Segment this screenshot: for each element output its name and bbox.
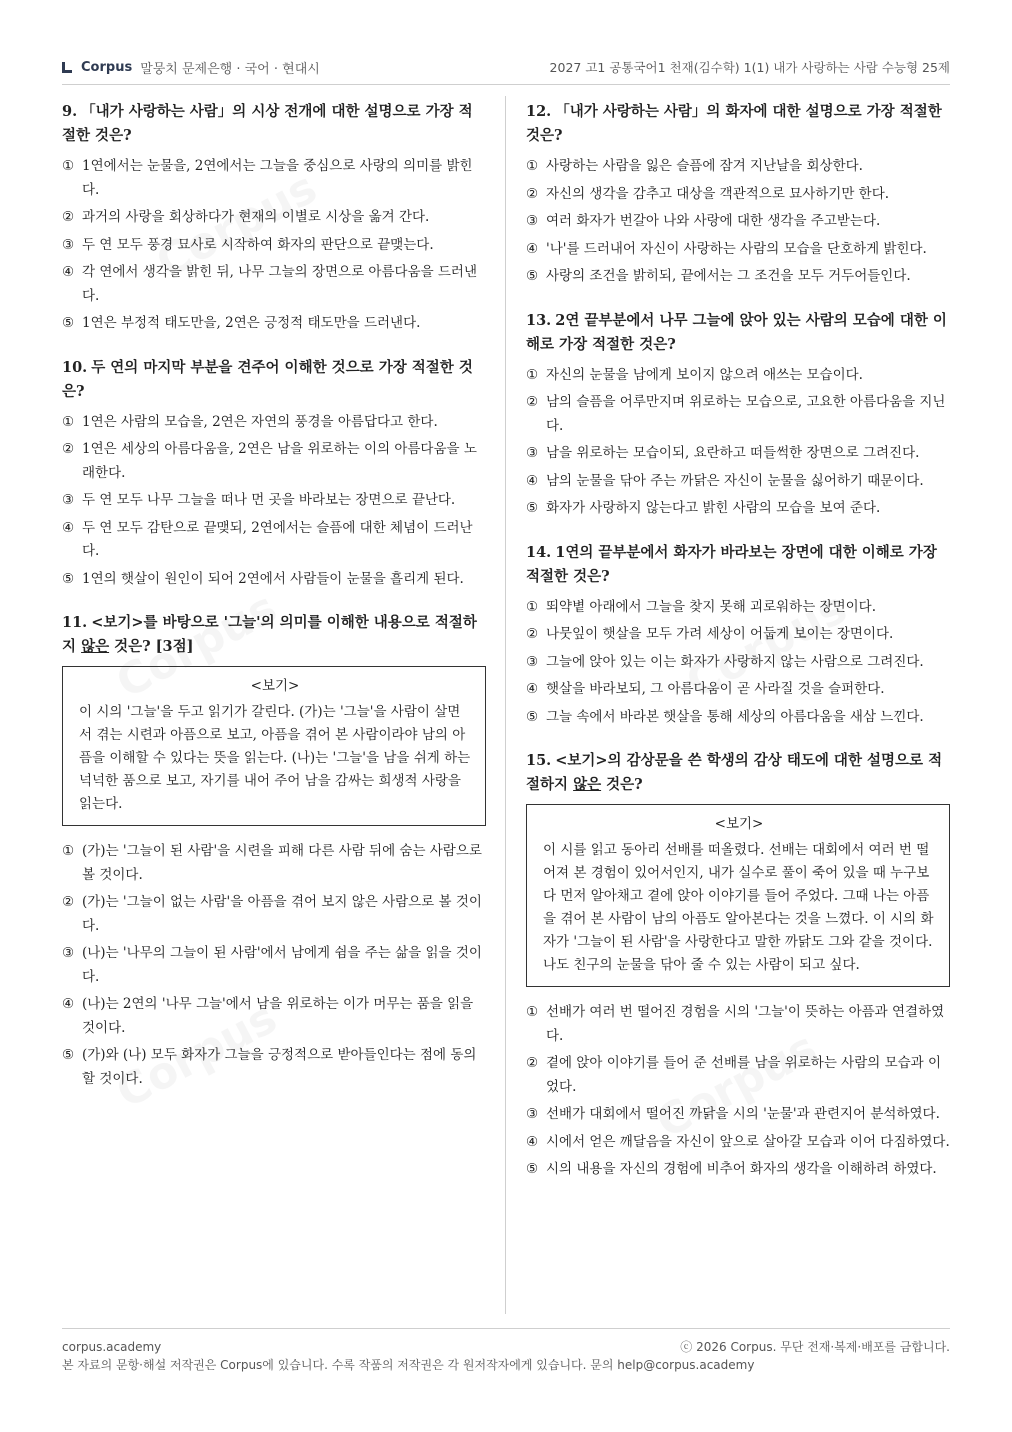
option-list (62, 411, 486, 592)
footer-site: corpus.academy (62, 1340, 162, 1354)
footer-notice: 본 자료의 문항·해설 저작권은 Corpus에 있습니다. 수록 작품의 저작권은 각 원저작자에게 있습니다. 문의 help@corpus.academy (62, 1358, 755, 1372)
option-text: (가)는 '그늘이 없는 사람'을 아픔을 겪어 보지 않은 사람으로 볼 것이다. (82, 894, 482, 934)
answer-option[interactable] (526, 651, 950, 675)
question-text: <보기>를 바탕으로 '그늘'의 의미를 이해한 내용으로 적절하지 (62, 614, 477, 655)
option-text: 남의 슬픔을 어루만지며 위로하는 모습으로, 고요한 아름다움을 지닌다. (546, 394, 946, 434)
option-text: 자신의 눈물을 남에게 보이지 않으려 애쓰는 모습이다. (546, 366, 863, 383)
question-number: 14. (526, 543, 552, 561)
option-text: (나)는 '나무의 그늘이 된 사람'에서 남에게 쉼을 주는 삶을 읽을 것이다. (82, 945, 482, 985)
question-stem (526, 541, 950, 589)
question-number: 15. (526, 752, 552, 769)
option-text: 두 연 모두 감탄으로 끝맺되, 2연에서는 슬픔에 대한 체념이 드러난다. (82, 519, 473, 559)
question (62, 611, 486, 1091)
question-stem (526, 100, 950, 148)
answer-option[interactable] (526, 1158, 950, 1182)
question-text: 1연의 끝부분에서 화자가 바라보는 장면에 대한 이해로 가장 적절한 것은? (526, 543, 937, 585)
page-header (62, 58, 950, 80)
option-marker: ③ (62, 492, 75, 508)
answer-option[interactable] (526, 155, 950, 179)
question (62, 356, 486, 592)
option-marker: ③ (526, 653, 539, 670)
option-marker: ② (526, 185, 539, 202)
answer-option[interactable] (62, 891, 486, 938)
corpus-logo-icon (62, 62, 72, 73)
question-number: 12. (526, 103, 552, 120)
option-marker: ⑤ (62, 1047, 75, 1063)
option-text: 각 연에서 생각을 밝힌 뒤, 나무 그늘의 장면으로 아름다움을 드러낸다. (82, 264, 478, 304)
option-marker: ⑤ (526, 268, 539, 284)
answer-option[interactable] (62, 155, 486, 202)
question (62, 100, 486, 336)
option-marker: ① (62, 158, 75, 174)
option-marker: ③ (526, 1106, 539, 1122)
footer-divider (62, 1328, 950, 1329)
question (526, 541, 950, 730)
option-text: 사랑하는 사람을 잃은 슬픔에 잠겨 지난날을 회상한다. (546, 158, 863, 174)
header-doc-title: 2027 고1 공통국어1 천재(김수학) 1(1) 내가 사랑하는 사람 수능형 25제 (549, 60, 950, 75)
option-marker: ④ (526, 681, 539, 697)
answer-option[interactable] (526, 391, 950, 438)
option-marker: ③ (62, 236, 75, 253)
option-text: (가)와 (나) 모두 화자가 그늘을 긍정적으로 받아들인다는 점에 동의할 것이다. (82, 1047, 477, 1087)
brand-name: Corpus (81, 60, 133, 75)
question-text-underline: 않은 (81, 638, 110, 655)
answer-option[interactable] (62, 438, 486, 485)
header-divider (62, 84, 950, 85)
answer-option[interactable] (526, 1131, 950, 1155)
option-text: 1연은 세상의 아름다움을, 2연은 남을 위로하는 이의 아름다움을 노래한다. (82, 441, 477, 481)
question-number: 9. (62, 103, 78, 120)
answer-option[interactable] (62, 234, 486, 258)
bogi-text: 이 시의 '그늘'을 두고 읽기가 갈린다. (가)는 '그늘'을 사람이 살면서 겪는 시련과 아픔으로 보고, 아픔을 겪어 본 사람이라야 남의 아픔을 이해할 수 있다는 뜻을 읽는다. (나)는 '그늘'을 남을 쉬게 하는 넉넉한 품으로 보고, 자기를 내어 주어 남을 감싸는 희생적 사랑을 읽는다. (79, 704, 471, 812)
option-text: 과거의 사랑을 회상하다가 현재의 이별로 시상을 옮겨 간다. (82, 209, 430, 225)
question-stem (62, 356, 486, 404)
brand (62, 58, 320, 77)
question-text: 것은? [3점] (109, 638, 194, 655)
option-marker: ⑤ (526, 1161, 539, 1177)
column-divider (505, 96, 506, 1314)
option-text: 자신의 생각을 감추고 대상을 객관적으로 묘사하기만 한다. (546, 185, 890, 202)
answer-option[interactable] (526, 706, 950, 730)
answer-option[interactable] (526, 183, 950, 207)
option-marker: ④ (526, 1133, 539, 1150)
option-text: 시의 내용을 자신의 경험에 비추어 화자의 생각을 이해하려 하였다. (546, 1161, 937, 1177)
answer-option[interactable] (526, 596, 950, 620)
option-marker: ④ (62, 264, 75, 280)
option-marker: ④ (62, 996, 75, 1012)
option-text: 그늘에 앉아 있는 이는 화자가 사랑하지 않는 사람으로 그려진다. (546, 653, 924, 670)
left-column (62, 100, 486, 1111)
answer-option[interactable] (526, 210, 950, 234)
option-text: 1연의 햇살이 원인이 되어 2연에서 사람들이 눈물을 흘리게 된다. (82, 570, 464, 587)
question-stem (526, 309, 950, 357)
option-text: 두 연 모두 풍경 묘사로 시작하여 화자의 판단으로 끝맺는다. (82, 236, 434, 253)
answer-option[interactable] (526, 470, 950, 494)
option-marker: ⑤ (62, 315, 75, 331)
answer-option[interactable] (526, 442, 950, 466)
answer-option[interactable] (62, 206, 486, 230)
question-stem (62, 100, 486, 148)
option-marker: ④ (526, 472, 539, 489)
option-text: 사랑의 조건을 밝히되, 끝에서는 그 조건을 모두 거두어들인다. (546, 268, 911, 284)
option-marker: ⑤ (526, 708, 539, 725)
answer-option[interactable] (62, 411, 486, 435)
option-text: 여러 화자가 번갈아 나와 사랑에 대한 생각을 주고받는다. (546, 213, 881, 229)
option-text: 1연은 사람의 모습을, 2연은 자연의 풍경을 아름답다고 한다. (82, 413, 438, 430)
option-text: 나뭇잎이 햇살을 모두 가려 세상이 어둡게 보이는 장면이다. (546, 626, 894, 642)
question-text: 2연 끝부분에서 나무 그늘에 앉아 있는 사람의 모습에 대한 이해로 가장 적절한 것은? (526, 311, 947, 353)
option-marker: ③ (526, 445, 539, 461)
option-text: 햇살을 바라보되, 그 아름다움이 곧 사라질 것을 슬퍼한다. (546, 681, 885, 697)
answer-option[interactable] (62, 993, 486, 1040)
answer-option[interactable] (526, 1052, 950, 1099)
option-marker: ② (526, 394, 539, 410)
answer-option[interactable] (62, 517, 486, 564)
option-text: 시에서 얻은 깨달음을 자신이 앞으로 살아갈 모습과 이어 다짐하였다. (546, 1133, 950, 1150)
option-marker: ⑤ (526, 500, 539, 516)
answer-option[interactable] (526, 497, 950, 521)
answer-option[interactable] (62, 568, 486, 592)
option-text: 1연은 부정적 태도만을, 2연은 긍정적 태도만을 드러낸다. (82, 315, 421, 331)
answer-option[interactable] (526, 238, 950, 262)
bogi-box (526, 804, 950, 987)
question-text: 두 연의 마지막 부분을 견주어 이해한 것으로 가장 적절한 것은? (62, 358, 473, 400)
question (526, 309, 950, 521)
question-text: 「내가 사랑하는 사람」의 화자에 대한 설명으로 가장 적절한 것은? (526, 103, 942, 144)
option-marker: ① (526, 598, 539, 615)
question (526, 100, 950, 289)
option-list (62, 155, 486, 336)
question-text: 「내가 사랑하는 사람」의 시상 전개에 대한 설명으로 가장 적절한 것은? (62, 103, 473, 144)
question-text: 것은? (601, 776, 643, 793)
question-stem (62, 611, 486, 659)
option-marker: ② (62, 209, 75, 225)
page-footer (62, 1338, 950, 1374)
option-marker: ① (526, 366, 539, 383)
question-text: <보기>의 감상문을 쓴 학생의 감상 태도에 대한 설명으로 적절하지 (526, 752, 943, 793)
answer-option[interactable] (526, 364, 950, 388)
option-text: 1연에서는 눈물을, 2연에서는 그늘을 중심으로 사랑의 의미를 밝힌다. (82, 158, 473, 198)
answer-option[interactable] (526, 265, 950, 289)
option-text: 곁에 앉아 이야기를 들어 준 선배를 남을 위로하는 사람의 모습과 이었다. (546, 1055, 942, 1095)
question-text-underline: 않은 (573, 776, 602, 793)
right-column (526, 100, 950, 1202)
question-stem (526, 749, 950, 797)
option-text: 남을 위로하는 모습이되, 요란하고 떠들썩한 장면으로 그려진다. (546, 445, 920, 461)
option-marker: ③ (526, 213, 539, 229)
footer-copyright: ⓒ 2026 Corpus. 무단 전재·복제·배포를 금합니다. (680, 1340, 950, 1354)
option-marker: ⑤ (62, 570, 75, 587)
bogi-title: <보기> (714, 816, 764, 832)
answer-option[interactable] (62, 942, 486, 989)
answer-option[interactable] (526, 1001, 950, 1048)
option-marker: ④ (62, 519, 75, 536)
option-text: 뙤약볕 아래에서 그늘을 찾지 못해 괴로워하는 장면이다. (546, 598, 876, 615)
option-text: 두 연 모두 나무 그늘을 떠나 먼 곳을 바라보는 장면으로 끝난다. (82, 492, 456, 508)
answer-option[interactable] (62, 261, 486, 308)
option-text: '나'를 드러내어 자신이 사랑하는 사람의 모습을 단호하게 밝힌다. (546, 240, 927, 257)
answer-option[interactable] (526, 1103, 950, 1127)
option-text: (나)는 2연의 '나무 그늘'에서 남을 위로하는 이가 머무는 품을 읽을 것이다. (82, 996, 474, 1036)
option-marker: ③ (62, 945, 75, 961)
option-marker: ② (62, 894, 75, 910)
answer-option[interactable] (62, 1044, 486, 1091)
option-marker: ④ (526, 240, 539, 257)
question-number: 10. (62, 358, 88, 376)
bogi-title: <보기> (250, 678, 300, 694)
option-list (526, 1001, 950, 1182)
option-marker: ② (62, 441, 75, 457)
question (526, 749, 950, 1182)
bogi-box (62, 666, 486, 826)
option-marker: ② (526, 626, 539, 642)
option-text: 남의 눈물을 닦아 주는 까닭은 자신이 눈물을 싫어하기 때문이다. (546, 472, 924, 489)
bogi-text: 이 시를 읽고 동아리 선배를 떠올렸다. 선배는 대회에서 여러 번 떨어져 본 경험이 있어서인지, 내가 실수로 풀이 죽어 있을 때 누구보다 먼저 알아채고 곁에 앉아 이야기를 들어 주었다. 그때 나는 아픔을 겪어 본 사람이 남의 아픔도 알아본다는 것을 느꼈다. 이 시의 화자가 '그늘이 된 사람'을 사랑한다고 말한 까닭도 그와 같을 것이다. 나도 친구의 눈물을 닦아 줄 수 있는 사람이 되고 싶다. (543, 842, 934, 973)
header-subtitle: 말뭉치 문제은행 · 국어 · 현대시 (140, 62, 320, 77)
option-text: 화자가 사랑하지 않는다고 밝힌 사람의 모습을 보여 준다. (546, 500, 881, 516)
option-text: 그늘 속에서 바라본 햇살을 통해 세상의 아름다움을 새삼 느낀다. (546, 708, 924, 725)
option-list (526, 364, 950, 521)
option-text: 선배가 여러 번 떨어진 경험을 시의 '그늘'이 뜻하는 아픔과 연결하였다. (546, 1004, 945, 1044)
option-text: 선배가 대회에서 떨어진 까닭을 시의 '눈물'과 관련지어 분석하였다. (546, 1106, 940, 1122)
option-list (62, 840, 486, 1091)
option-marker: ① (526, 1004, 539, 1020)
option-list (526, 596, 950, 730)
option-marker: ② (526, 1055, 539, 1071)
answer-option[interactable] (62, 840, 486, 887)
option-marker: ① (526, 158, 539, 174)
option-marker: ① (62, 413, 75, 430)
question-number: 13. (526, 311, 552, 329)
answer-option[interactable] (526, 623, 950, 647)
option-marker: ① (62, 843, 75, 859)
answer-option[interactable] (62, 489, 486, 513)
option-text: (가)는 '그늘이 된 사람'을 시련을 피해 다른 사람 뒤에 숨는 사람으로 볼 것이다. (82, 843, 482, 883)
question-number: 11. (62, 614, 88, 631)
answer-option[interactable] (62, 312, 486, 336)
option-list (526, 155, 950, 289)
answer-option[interactable] (526, 678, 950, 702)
